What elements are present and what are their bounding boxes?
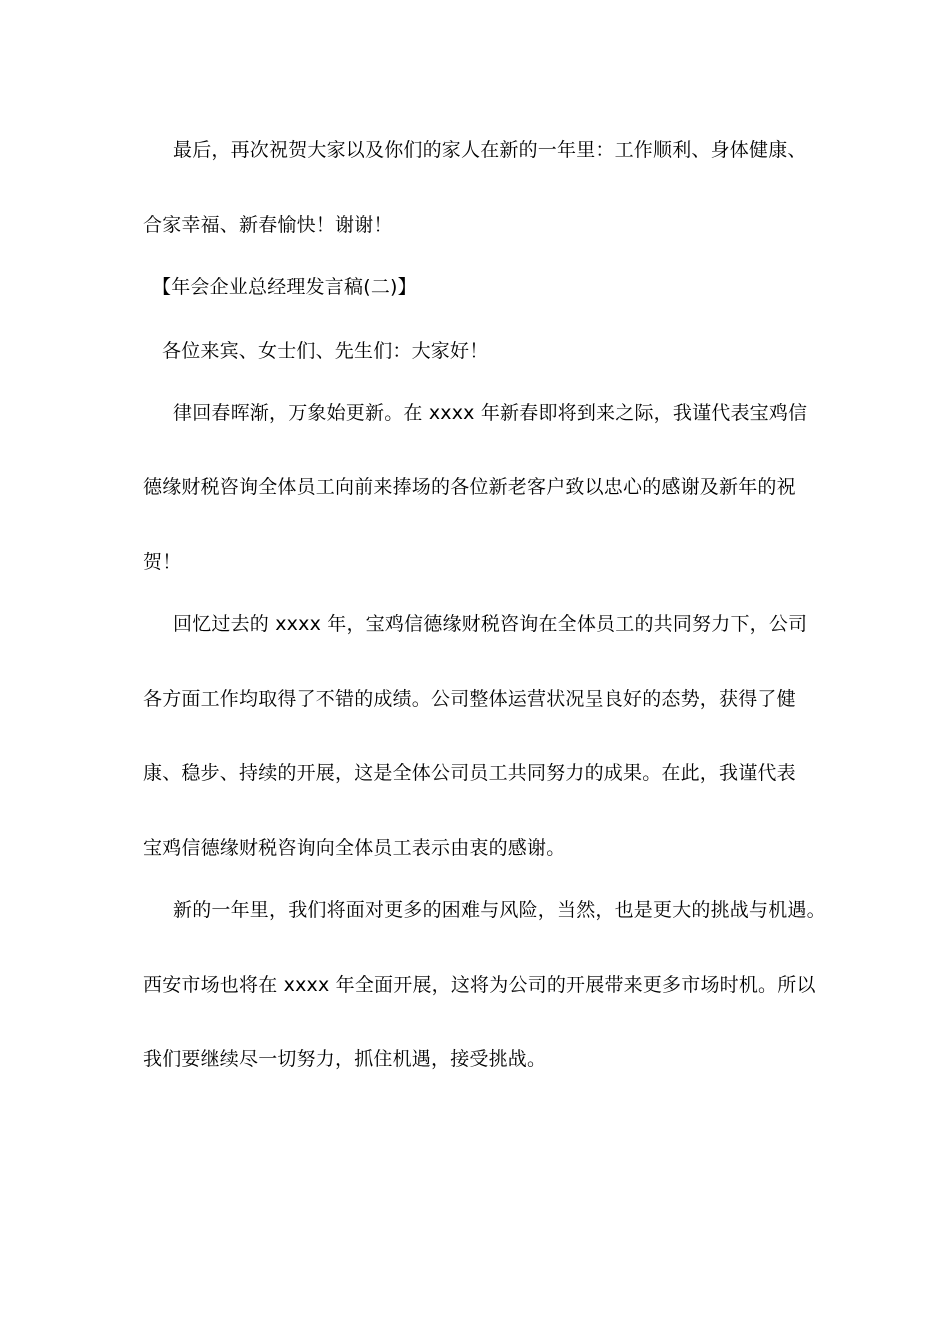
paragraph-line: 康、稳步、持续的开展，这是全体公司员工共同努力的成果。在此，我谨代表 (143, 762, 796, 784)
greeting-line: 各位来宾、女士们、先生们：大家好！ (162, 340, 489, 362)
paragraph-line: 宝鸡信德缘财税咨询向全体员工表示由衷的感谢。 (143, 837, 566, 859)
paragraph-line: 德缘财税咨询全体员工向前来捧场的各位新老客户致以忠心的感谢及新年的祝 (143, 476, 796, 498)
paragraph-line: 新的一年里，我们将面对更多的困难与风险，当然，也是更大的挑战与机遇。 (173, 899, 826, 921)
section-heading: 【年会企业总经理发言稿(二)】 (152, 276, 417, 298)
paragraph-line: 最后，再次祝贺大家以及你们的家人在新的一年里：工作顺利、身体健康、 (173, 139, 807, 161)
paragraph-line: 各方面工作均取得了不错的成绩。公司整体运营状况呈良好的态势，获得了健 (143, 688, 796, 710)
paragraph-line: 律回春晖渐，万象始更新。在 xxxx 年新春即将到来之际，我谨代表宝鸡信 (173, 402, 808, 424)
paragraph-line: 回忆过去的 xxxx 年，宝鸡信德缘财税咨询在全体员工的共同努力下，公司 (173, 613, 808, 635)
paragraph-line: 我们要继续尽一切努力，抓住机遇，接受挑战。 (143, 1048, 547, 1070)
paragraph-line: 贺！ (143, 551, 182, 573)
paragraph-line: 西安市场也将在 xxxx 年全面开展，这将为公司的开展带来更多市场时机。所以 (143, 974, 816, 996)
paragraph-line: 合家幸福、新春愉快！谢谢！ (143, 214, 393, 236)
